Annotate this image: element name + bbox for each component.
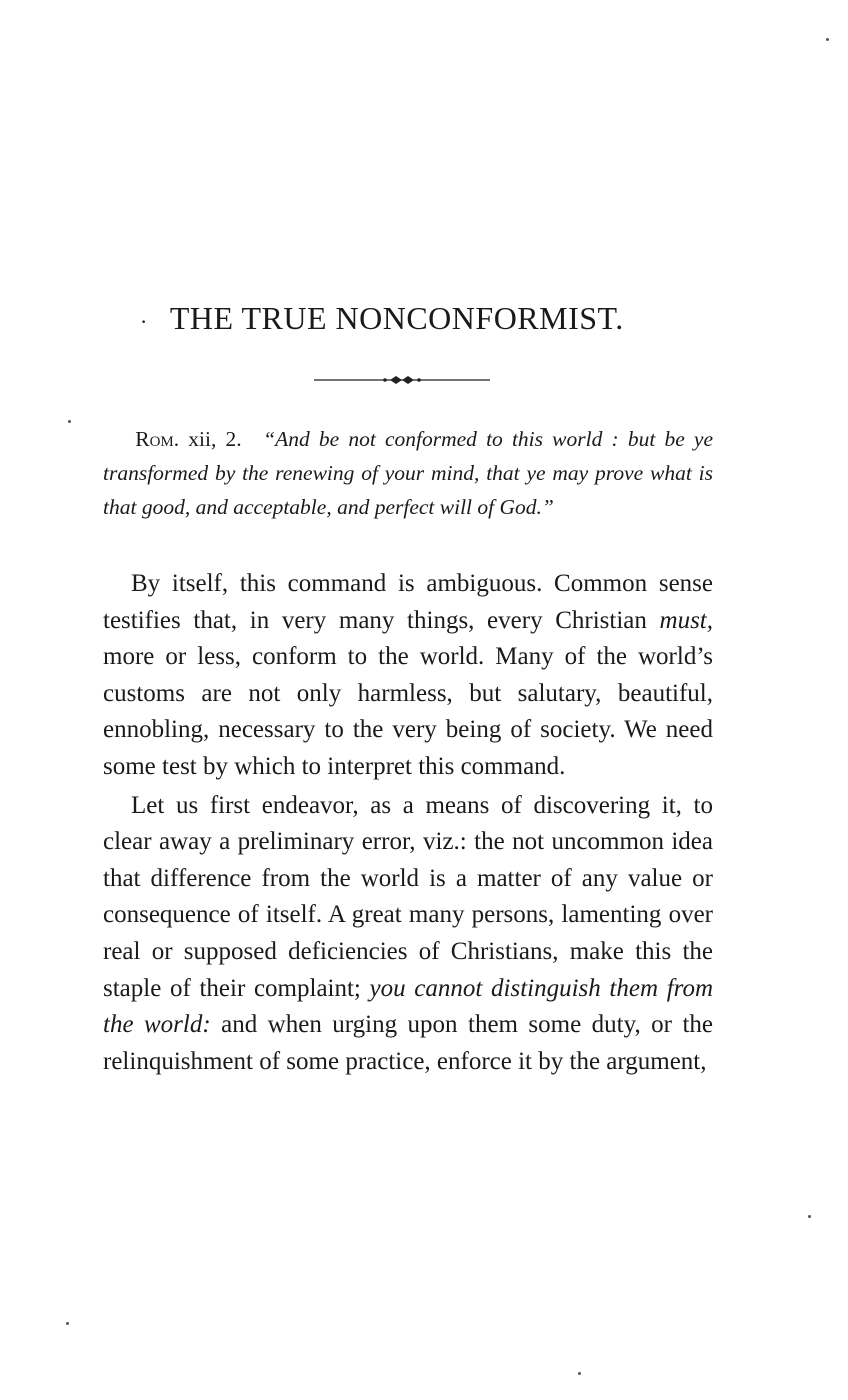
print-speck: [578, 1372, 581, 1375]
print-speck: [808, 1215, 811, 1218]
print-speck: [68, 420, 71, 423]
print-speck: [826, 38, 829, 41]
paragraph: Let us first endeavor, as a means of discovering it, to clear away a preliminary error, viz.: the not uncommon idea that difference from the world is a matter of any value or consequence of itself. A great many persons, lamenting over real or supposed deficiencies of Christians, make this the staple of their complaint; you cannot distinguish them from the world: and when urging upon them some duty, or the relinquishment of some practice, enforce it by the argument,: [103, 791, 714, 1075]
epigraph-reference: Rom. xii, 2.: [135, 427, 242, 451]
title-text: THE TRUE NONCONFORMIST.: [169, 300, 624, 336]
print-speck: [66, 1322, 69, 1325]
body-text: [103, 566, 713, 1082]
epigraph-quote: “And be not conformed to this world : but be ye transformed by the renewing of your mind, that ye may prove what is that good, and acceptable, and perfect will of God.”: [103, 427, 713, 519]
ornament-divider: [312, 372, 492, 388]
chapter-title: [140, 300, 660, 337]
epigraph: [103, 422, 713, 524]
paragraph: By itself, this command is ambiguous. Common sense testifies that, in very many things, every Christian must, more or less, conform to the world. Many of the world’s customs are not only harmless, but salutary, beautiful, ennobling, necessary to the very being of society. We need some test by which to interpret this command.: [103, 570, 713, 780]
title-bullet: ·: [140, 308, 148, 334]
